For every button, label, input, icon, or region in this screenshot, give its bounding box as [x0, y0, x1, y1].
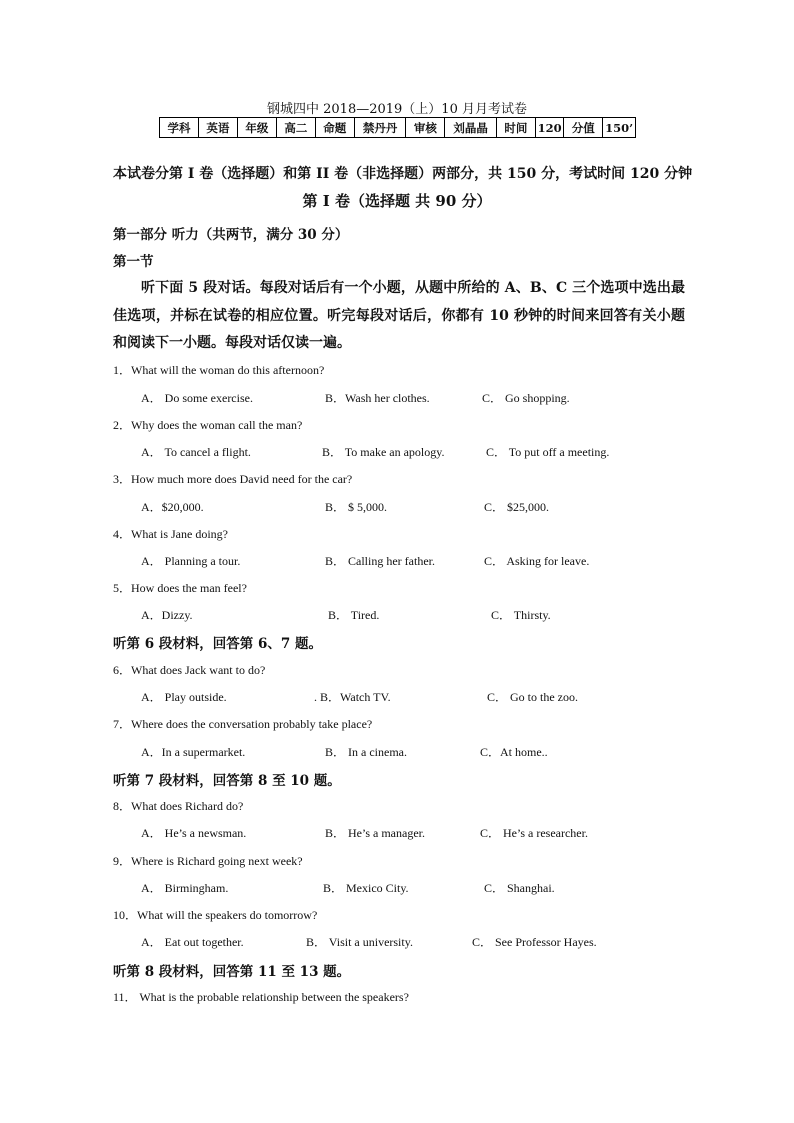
- q2-option-c: C． To put off a meeting.: [486, 445, 610, 459]
- q5-option-c: C． Thirsty.: [491, 608, 551, 622]
- q6-option-a: A． Play outside.: [141, 690, 227, 704]
- q1-option-c: C． Go shopping.: [482, 391, 570, 405]
- info-cell: 刘晶晶: [445, 118, 497, 138]
- info-cell: 英语: [198, 118, 237, 138]
- q8-option-b: B． He’s a manager.: [325, 826, 425, 840]
- info-cell: 120: [535, 118, 563, 138]
- question-2: 2．Why does the woman call the man?: [113, 418, 303, 432]
- q9-option-b: B． Mexico City.: [323, 881, 409, 895]
- q7-option-b: B． In a cinema.: [325, 745, 407, 759]
- q4-option-c: C． Asking for leave.: [484, 554, 590, 568]
- info-cell: 命题: [315, 118, 354, 138]
- q9-option-c: C． Shanghai.: [484, 881, 555, 895]
- question-8: 8．What does Richard do?: [113, 799, 244, 813]
- instructions: 听下面 5 段对话。每段对话后有一个小题，从题中所给的 A、B、C 三个选项中选出最佳选项，并标在试卷的相应位置。听完每段对话后，你都有 10 秒钟的时间来回答有关小题和阅读下一小题。每段对话仅读一遍。: [113, 280, 685, 351]
- exam-title: 钢城四中 2018—2019（上）10 月月考试卷: [267, 102, 527, 117]
- q4-option-a: A． Planning a tour.: [141, 554, 241, 568]
- question-5: 5．How does the man feel?: [113, 581, 247, 595]
- q6-option-b: . B．Watch TV.: [314, 690, 391, 704]
- q1-option-a: A． Do some exercise.: [141, 391, 253, 405]
- q2-option-b: B． To make an apology.: [322, 445, 445, 459]
- group-header-11-13: 听第 8 段材料，回答第 11 至 13 题。: [113, 964, 351, 980]
- question-1: 1．What will the woman do this afternoon?: [113, 363, 325, 377]
- q3-option-a: A．$20,000.: [141, 500, 204, 514]
- question-4: 4．What is Jane doing?: [113, 527, 228, 541]
- info-cell: 学科: [160, 118, 199, 138]
- q4-option-b: B． Calling her father.: [325, 554, 435, 568]
- question-11: 11． What is the probable relationship between the speakers?: [113, 990, 409, 1004]
- q6-option-c: C． Go to the zoo.: [487, 690, 578, 704]
- info-cell: 高二: [276, 118, 315, 138]
- q3-option-b: B． $ 5,000.: [325, 500, 388, 514]
- q5-option-a: A．Dizzy.: [141, 608, 193, 622]
- group-header-8-10: 听第 7 段材料，回答第 8 至 10 题。: [113, 773, 341, 789]
- q10-option-c: C． See Professor Hayes.: [472, 935, 597, 949]
- info-cell: 150’: [603, 118, 636, 138]
- info-cell: 审核: [406, 118, 445, 138]
- q2-option-a: A． To cancel a flight.: [141, 445, 251, 459]
- section-title: 第一节: [113, 254, 154, 270]
- volume-title: 第 I 卷（选择题 共 90 分）: [302, 192, 492, 210]
- part-title: 第一部分 听力（共两节，满分 30 分）: [113, 227, 349, 243]
- question-6: 6．What does Jack want to do?: [113, 663, 266, 677]
- q10-option-b: B． Visit a university.: [306, 935, 413, 949]
- question-10: 10．What will the speakers do tomorrow?: [113, 908, 318, 922]
- q1-option-b: B．Wash her clothes.: [325, 391, 430, 405]
- q9-option-a: A． Birmingham.: [141, 881, 229, 895]
- question-9: 9．Where is Richard going next week?: [113, 854, 303, 868]
- q10-option-a: A． Eat out together.: [141, 935, 244, 949]
- q8-option-c: C． He’s a researcher.: [480, 826, 588, 840]
- info-cell: 禁丹丹: [354, 118, 406, 138]
- info-cell: 分值: [564, 118, 603, 138]
- question-7: 7．Where does the conversation probably take place?: [113, 717, 373, 731]
- q8-option-a: A． He’s a newsman.: [141, 826, 247, 840]
- q7-option-c: C．At home..: [480, 745, 548, 759]
- question-3: 3．How much more does David need for the car?: [113, 472, 353, 486]
- q3-option-c: C． $25,000.: [484, 500, 550, 514]
- q7-option-a: A．In a supermarket.: [141, 745, 246, 759]
- q5-option-b: B． Tired.: [328, 608, 380, 622]
- info-cell: 年级: [237, 118, 276, 138]
- info-cell: 时间: [496, 118, 535, 138]
- group-header-6-7: 听第 6 段材料，回答第 6、7 题。: [113, 636, 322, 652]
- exam-intro: 本试卷分第 I 卷（选择题）和第 II 卷（非选择题）两部分，共 150 分，考试时间 120 分钟: [113, 166, 693, 182]
- exam-info-table: [159, 117, 636, 138]
